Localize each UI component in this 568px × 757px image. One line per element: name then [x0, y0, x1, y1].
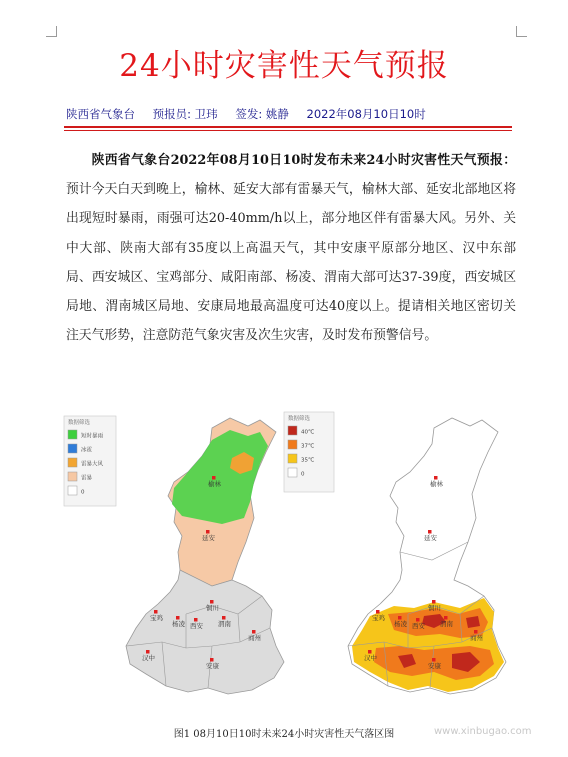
right-city-label: 杨凌: [394, 620, 407, 628]
left-legend-label: 雷暴: [81, 475, 93, 482]
left-legend-label: 0: [81, 489, 85, 496]
left-city-marker: [176, 616, 180, 620]
issuer-label: 陕西省气象台: [66, 107, 135, 121]
right-city-label: 渭南: [440, 620, 453, 628]
left-city-label: 商州: [248, 634, 261, 642]
right-legend-swatch: [288, 468, 297, 477]
right-city-marker: [428, 530, 432, 534]
right-city-marker: [376, 610, 380, 614]
page-corner-mark-right: [516, 26, 527, 37]
right-city-marker: [432, 658, 436, 662]
right-legend-swatch: [288, 440, 297, 449]
left-legend-swatch: [68, 458, 77, 467]
right-legend-title: 数据筛选: [288, 416, 311, 422]
right-city-marker: [434, 476, 438, 480]
left-city-marker: [212, 476, 216, 480]
right-legend-swatch: [288, 426, 297, 435]
right-city-marker: [444, 616, 448, 620]
watermark: www.xinbugao.com: [434, 726, 532, 737]
figure-caption: 图1 08月10日10时未来24小时灾害性天气落区图: [173, 729, 395, 740]
issue-info-line: [66, 106, 440, 122]
left-city-marker: [146, 650, 150, 654]
forecast-lead: 陕西省气象台2022年08月10日10时发布未来24小时灾害性天气预报：: [91, 153, 516, 168]
left-legend-label: 雷暴大风: [81, 461, 104, 468]
forecast-paragraph: [66, 146, 516, 350]
left-map-heavy-rain-area: [172, 430, 268, 524]
left-city-label: 杨凌: [172, 620, 185, 628]
right-legend-label: 0: [301, 471, 305, 478]
left-city-marker: [210, 658, 214, 662]
left-map: [64, 416, 284, 694]
right-city-label: 西安: [412, 622, 425, 630]
left-map-south-region: [126, 570, 284, 694]
left-city-label: 宝鸡: [150, 614, 163, 622]
right-city-marker: [474, 630, 478, 634]
forecast-text: 预计今天白天到晚上，榆林、延安大部有雷暴天气，榆林大部、延安北部地区将出现短时暴雨，雨强可达20-40mm/h以上，部分地区伴有雷暴大风。另外、关中大部、陕南大部有35度以上高温天气，其中安康平原部分地区、汉中东部局、西安城区、宝鸡部分、咸阳南部、杨凌、渭南大部可达37-39度，西安城区局地、渭南城区局地、安康局地最高温度可达40度以上。提请相关地区密切关注天气形势，注意防范气象灾害及次生灾害，及时发布预警信号。: [66, 182, 516, 344]
header-rule-thin: [64, 130, 512, 131]
right-city-label: 铜川: [428, 604, 441, 612]
page-corner-mark-left: [46, 26, 57, 37]
right-city-marker: [398, 616, 402, 620]
left-city-label: 铜川: [206, 604, 219, 612]
left-city-marker: [154, 610, 158, 614]
left-city-marker: [210, 600, 214, 604]
left-city-marker: [194, 618, 198, 622]
left-legend-label: 冰雹: [81, 447, 93, 454]
right-legend-swatch: [288, 454, 297, 463]
left-city-label: 榆林: [208, 480, 221, 488]
left-legend-title: 数据筛选: [68, 420, 91, 426]
signer-label: 签发: 姚静: [235, 107, 289, 121]
page-title: 24小时灾害性天气预报: [119, 48, 449, 84]
left-legend-swatch: [68, 430, 77, 439]
left-city-label: 安康: [206, 662, 219, 670]
right-city-label: 安康: [428, 662, 441, 670]
left-city-marker: [252, 630, 256, 634]
left-city-label: 渭南: [218, 620, 231, 628]
right-city-label: 汉中: [364, 654, 377, 662]
forecaster-label: 预报员: 卫玮: [152, 107, 218, 121]
right-legend: [284, 412, 334, 492]
header-rule-thick: [64, 126, 512, 128]
right-legend-label: 35℃: [301, 457, 315, 464]
right-city-label: 延安: [424, 534, 437, 542]
left-city-marker: [222, 616, 226, 620]
right-legend-label: 40℃: [301, 429, 315, 436]
right-legend-label: 37℃: [301, 443, 315, 450]
right-city-marker: [416, 618, 420, 622]
forecast-maps: [62, 410, 512, 715]
left-legend-label: 短时暴雨: [81, 433, 104, 440]
left-legend-swatch: [68, 472, 77, 481]
left-city-label: 汉中: [142, 654, 155, 662]
right-map: [284, 412, 506, 694]
left-city-label: 西安: [190, 622, 203, 630]
left-legend-swatch: [68, 486, 77, 495]
issue-datetime: 2022年08月10日10时: [306, 107, 426, 121]
right-city-marker: [432, 600, 436, 604]
left-legend: [64, 416, 116, 506]
right-city-label: 榆林: [430, 480, 443, 488]
left-city-marker: [206, 530, 210, 534]
right-city-label: 宝鸡: [372, 614, 385, 622]
right-city-marker: [368, 650, 372, 654]
left-city-label: 延安: [202, 534, 215, 542]
left-legend-swatch: [68, 444, 77, 453]
right-city-label: 商州: [470, 634, 483, 642]
